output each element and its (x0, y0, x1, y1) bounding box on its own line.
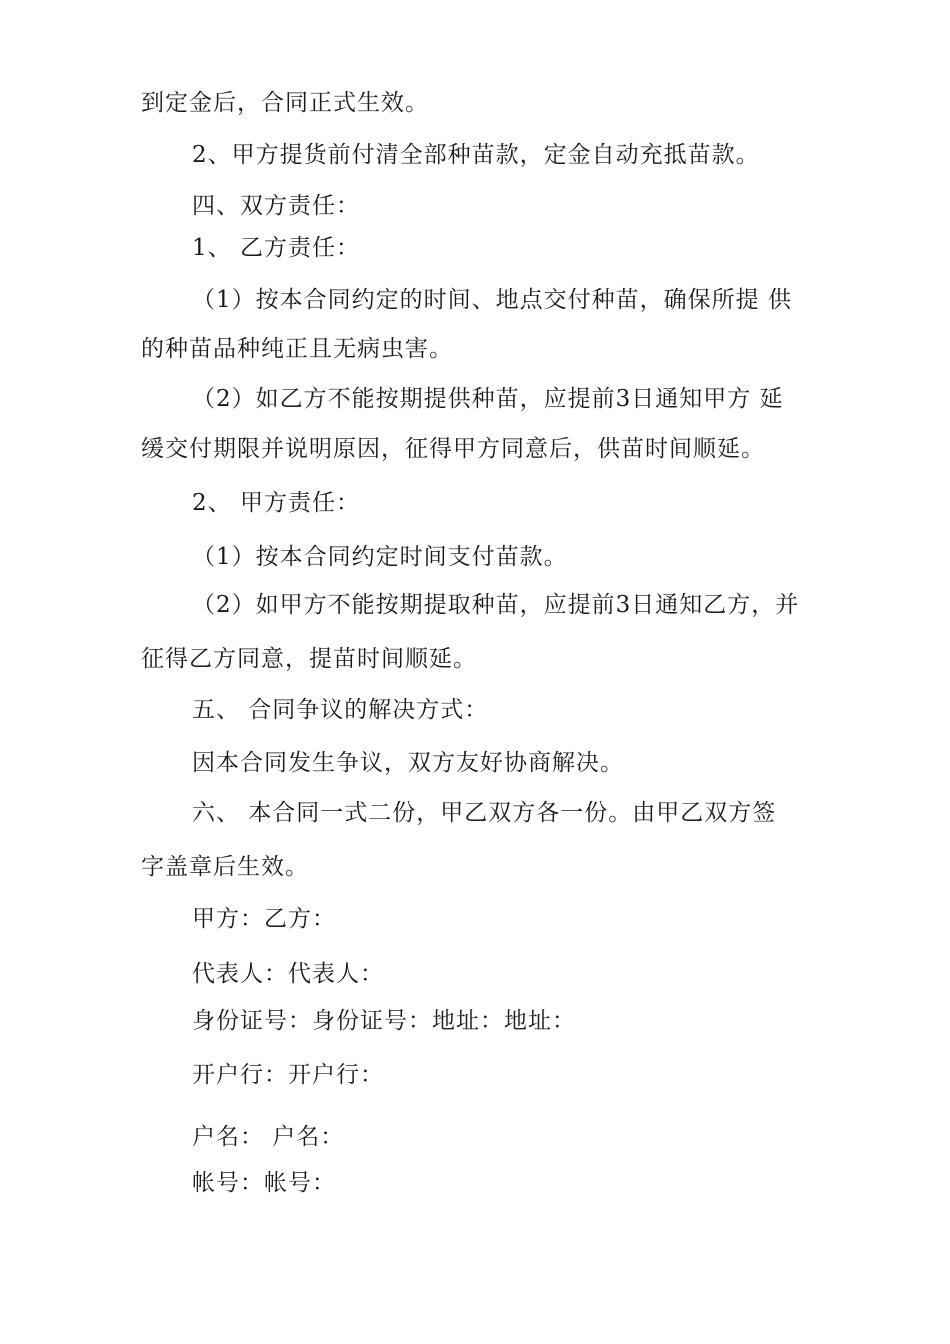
text-line-6: 的种苗品种纯正且无病虫害。 (141, 336, 453, 362)
signature-id-address: 身份证号：身份证号：地址：地址： (192, 1008, 576, 1034)
text-line-14: 因本合同发生争议，双方友好协商解决。 (192, 750, 624, 776)
signature-representative: 代表人：代表人： (192, 961, 384, 987)
section-heading-5: 五、 合同争议的解决方式： (192, 697, 489, 723)
text-line-2: 2、甲方提货前付清全部种苗款，定金自动充抵苗款。 (192, 142, 760, 168)
text-line-5: （1）按本合同约定的时间、地点交付种苗，确保所提 供 (192, 287, 792, 313)
text-line-16: 字盖章后生效。 (141, 854, 309, 880)
signature-account-name: 户名： 户名： (192, 1124, 345, 1150)
text-line-7: （2）如乙方不能按期提供种苗，应提前3日通知甲方 延 (192, 386, 784, 412)
text-line-9: 2、 甲方责任： (192, 490, 360, 516)
signature-parties: 甲方：乙方： (192, 906, 336, 932)
text-line-11: （2）如甲方不能按期提取种苗，应提前3日通知乙方，并 (192, 592, 800, 618)
text-line-4: 1、 乙方责任： (192, 235, 360, 261)
text-line-12: 征得乙方同意，提苗时间顺延。 (141, 646, 477, 672)
signature-account-number: 帐号：帐号： (192, 1170, 336, 1196)
section-heading-6: 六、 本合同一式二份，甲乙双方各一份。由甲乙双方签 (192, 800, 777, 826)
text-line-1: 到定金后，合同正式生效。 (141, 90, 429, 116)
text-line-10: （1）按本合同约定时间支付苗款。 (192, 544, 568, 570)
section-heading-4: 四、双方责任： (192, 193, 360, 219)
text-line-8: 缓交付期限并说明原因，征得甲方同意后，供苗时间顺延。 (141, 436, 765, 462)
signature-bank: 开户行：开户行： (192, 1062, 384, 1088)
